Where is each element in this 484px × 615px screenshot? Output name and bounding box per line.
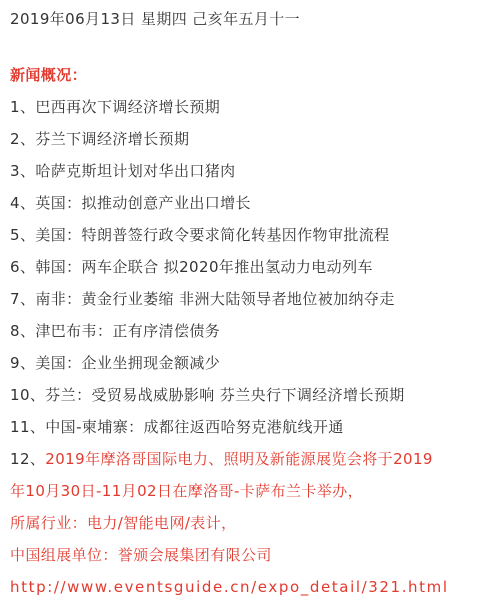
section-title: 新闻概况： bbox=[10, 66, 88, 84]
expo-announcement-text: 2019年摩洛哥国际电力、照明及新能源展览会将于2019 bbox=[45, 450, 433, 468]
news-item-8: 8、津巴布韦：正有序清偿债务 bbox=[10, 322, 221, 340]
news-item-2: 2、芬兰下调经济增长预期 bbox=[10, 130, 190, 148]
news-item-11: 11、中国-柬埔寨：成都往返西哈努克港航线开通 bbox=[10, 418, 344, 436]
news-item-9: 9、美国：企业坐拥现金额减少 bbox=[10, 354, 221, 372]
news-item-4: 4、英国：拟推动创意产业出口增长 bbox=[10, 194, 251, 212]
news-item-7: 7、南非：黄金行业萎缩 非洲大陆领导者地位被加纳夺走 bbox=[10, 290, 395, 308]
expo-industry: 所属行业：电力/智能电网/表计， bbox=[10, 514, 237, 532]
news-item-6: 6、韩国：两车企联合 拟2020年推出氢动力电动列车 bbox=[10, 258, 373, 276]
date-line: 2019年06月13日 星期四 己亥年五月十一 bbox=[10, 10, 301, 28]
expo-detail-link[interactable]: http://www.eventsguide.cn/expo_detail/321.html bbox=[10, 578, 449, 596]
expo-organizer: 中国组展单位：誉颁会展集团有限公司 bbox=[10, 546, 272, 564]
news-item-12-line1 bbox=[10, 449, 433, 469]
news-item-1: 1、巴西再次下调经济增长预期 bbox=[10, 98, 221, 116]
news-item-5: 5、美国：特朗普签行政令要求简化转基因作物审批流程 bbox=[10, 226, 390, 244]
news-item-10: 10、芬兰：受贸易战威胁影响 芬兰央行下调经济增长预期 bbox=[10, 386, 405, 404]
news-item-3: 3、哈萨克斯坦计划对华出口猪肉 bbox=[10, 162, 236, 180]
news-item-12-prefix: 12、 bbox=[10, 450, 46, 468]
expo-date-location: 年10月30日-11月02日在摩洛哥-卡萨布兰卡举办， bbox=[10, 482, 363, 500]
